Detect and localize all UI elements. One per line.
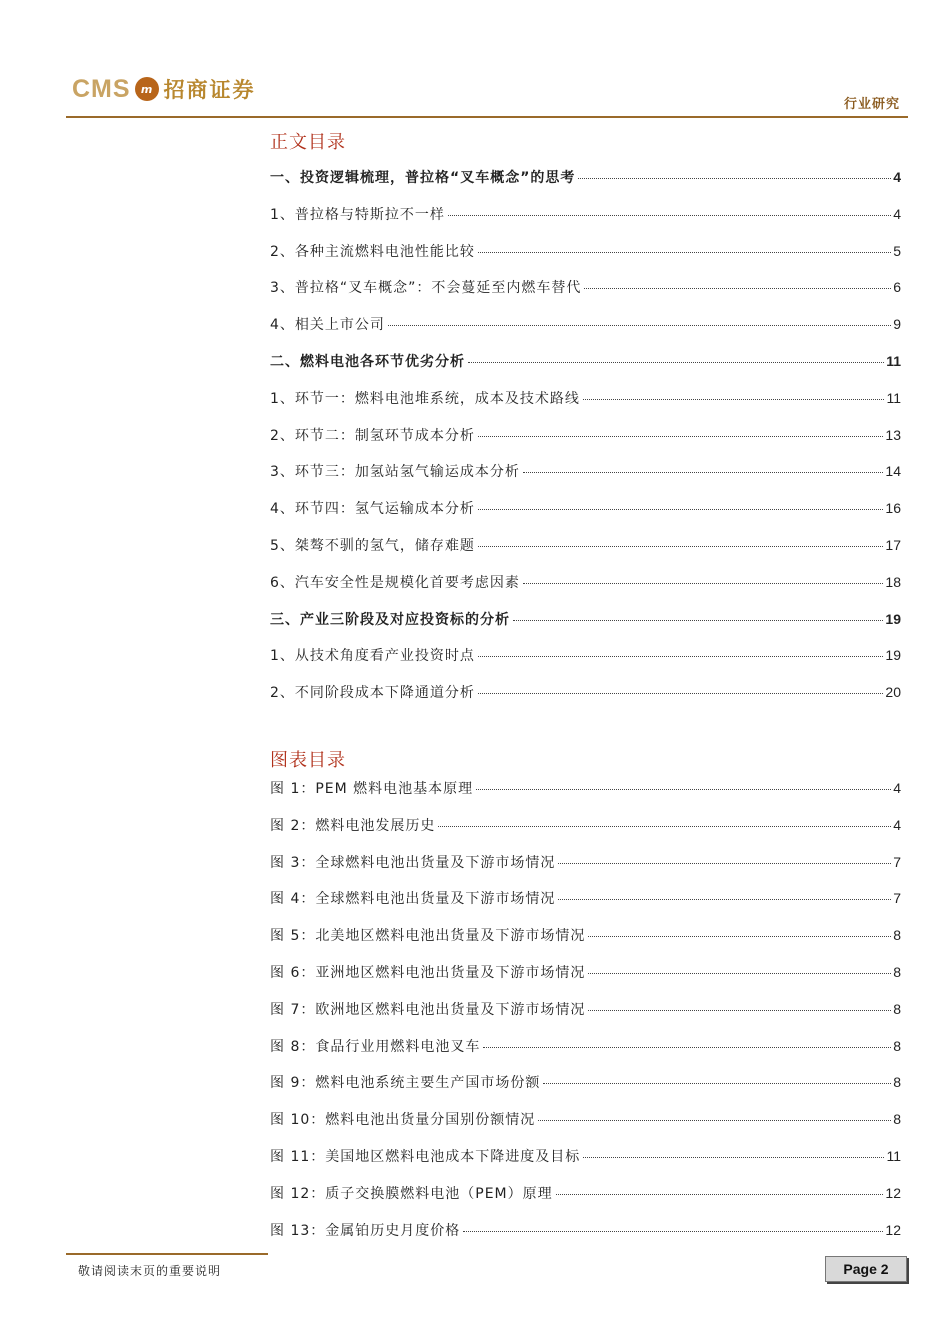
dot-leader xyxy=(556,1194,884,1195)
figure-entry-text: 图 1：PEM 燃料电池基本原理 xyxy=(270,781,474,797)
figure-entry-text: 图 8：食品行业用燃料电池叉车 xyxy=(270,1038,481,1055)
figure-entry-page: 8 xyxy=(893,1111,901,1128)
figure-entry-page: 4 xyxy=(893,816,901,833)
toc-entry-page: 19 xyxy=(885,647,901,664)
toc-entry-page: 6 xyxy=(893,279,901,296)
toc-entry-page: 4 xyxy=(893,169,901,185)
dot-leader xyxy=(558,899,891,900)
disclaimer-note: 敬请阅读末页的重要说明 xyxy=(78,1264,222,1278)
toc-entry-text: 3、普拉格“叉车概念”：不会蔓延至内燃车替代 xyxy=(270,280,582,297)
toc-entry-text: 1、环节一：燃料电池堆系统，成本及技术路线 xyxy=(270,390,580,407)
figure-entry-page: 7 xyxy=(893,853,901,870)
figure-entry-text: 图 6：亚洲地区燃料电池出货量及下游市场情况 xyxy=(270,964,586,981)
toc-entry-text: 3、环节三：加氢站氢气输运成本分析 xyxy=(270,464,520,481)
toc-entry[interactable] xyxy=(270,535,901,572)
dot-leader xyxy=(463,1231,883,1232)
footer-divider xyxy=(66,1253,268,1255)
figure-entry-page: 11 xyxy=(886,1147,901,1164)
toc-entry-page: 20 xyxy=(885,684,901,701)
logo-latin: CMS xyxy=(72,74,131,103)
contents-list xyxy=(270,167,901,719)
contents-title: 正文目录 xyxy=(270,132,346,153)
dot-leader xyxy=(448,215,891,216)
toc-entry-page: 16 xyxy=(885,500,901,517)
dot-leader xyxy=(583,399,885,400)
toc-entry[interactable] xyxy=(270,425,901,462)
toc-entry-page: 11 xyxy=(886,389,901,406)
dot-leader xyxy=(578,178,891,179)
figure-entry[interactable] xyxy=(270,1072,901,1109)
figure-entry-text: 图 7：欧洲地区燃料电池出货量及下游市场情况 xyxy=(270,1001,586,1018)
dot-leader xyxy=(588,936,891,937)
toc-entry-page: 13 xyxy=(885,426,901,443)
toc-entry-text: 三、产业三阶段及对应投资标的分析 xyxy=(270,611,510,628)
toc-entry-text: 2、各种主流燃料电池性能比较 xyxy=(270,243,475,260)
dot-leader xyxy=(584,288,891,289)
figure-entry-page: 8 xyxy=(893,1074,901,1091)
toc-entry-text: 4、相关上市公司 xyxy=(270,317,385,334)
toc-entry-page: 14 xyxy=(885,463,901,480)
toc-entry-text: 2、环节二：制氢环节成本分析 xyxy=(270,427,475,444)
figure-entry-text: 图 12：质子交换膜燃料电池（PEM）原理 xyxy=(270,1185,553,1202)
toc-entry-page: 9 xyxy=(893,316,901,333)
dot-leader xyxy=(478,546,884,547)
dot-leader xyxy=(523,472,884,473)
toc-entry[interactable] xyxy=(270,277,901,314)
dot-leader xyxy=(543,1083,891,1084)
logo-emblem-icon: m xyxy=(135,77,159,101)
toc-entry-text: 一、投资逻辑梳理，普拉格“叉车概念”的思考 xyxy=(270,170,576,186)
toc-entry[interactable] xyxy=(270,461,901,498)
dot-leader xyxy=(388,325,891,326)
toc-entry[interactable] xyxy=(270,314,901,351)
dot-leader xyxy=(523,583,884,584)
figure-entry-page: 4 xyxy=(893,780,901,796)
dot-leader xyxy=(538,1120,891,1121)
toc-entry-page: 17 xyxy=(885,536,901,553)
dot-leader xyxy=(438,826,891,827)
dot-leader xyxy=(468,362,884,363)
dot-leader xyxy=(476,789,891,790)
figure-entry[interactable] xyxy=(270,1146,901,1183)
figure-entry-page: 8 xyxy=(893,1000,901,1017)
dot-leader xyxy=(478,693,884,694)
toc-entry-text: 1、从技术角度看产业投资时点 xyxy=(270,648,475,665)
figure-entry-text: 图 5：北美地区燃料电池出货量及下游市场情况 xyxy=(270,928,586,945)
figure-entry[interactable] xyxy=(270,815,901,852)
figure-entry[interactable] xyxy=(270,778,901,815)
figures-list xyxy=(270,778,901,1256)
figure-entry[interactable] xyxy=(270,999,901,1036)
dot-leader xyxy=(478,656,884,657)
dot-leader xyxy=(588,973,891,974)
toc-entry[interactable] xyxy=(270,645,901,682)
toc-entry[interactable] xyxy=(270,682,901,719)
figure-entry-text: 图 9：燃料电池系统主要生产国市场份额 xyxy=(270,1075,541,1092)
dot-leader xyxy=(513,620,883,621)
dot-leader xyxy=(588,1010,891,1011)
toc-entry-page: 18 xyxy=(885,573,901,590)
figure-entry-page: 12 xyxy=(885,1184,901,1201)
dot-leader xyxy=(483,1047,891,1048)
toc-entry[interactable] xyxy=(270,498,901,535)
toc-entry-text: 4、环节四：氢气运输成本分析 xyxy=(270,501,475,518)
dot-leader xyxy=(558,863,891,864)
figure-entry[interactable] xyxy=(270,1183,901,1220)
figure-entry-page: 8 xyxy=(893,963,901,980)
figure-entry-page: 8 xyxy=(893,1037,901,1054)
figure-entry[interactable] xyxy=(270,962,901,999)
toc-entry-text: 二、燃料电池各环节优劣分析 xyxy=(270,353,465,370)
company-logo xyxy=(72,74,256,104)
figure-entry-page: 8 xyxy=(893,927,901,944)
toc-entry[interactable] xyxy=(270,351,901,388)
logo-chinese: 招商证券 xyxy=(163,77,256,102)
toc-entry-page: 19 xyxy=(885,610,901,627)
figure-entry-text: 图 10：燃料电池出货量分国别份额情况 xyxy=(270,1112,536,1129)
figure-entry[interactable] xyxy=(270,1220,901,1257)
toc-entry-text: 2、不同阶段成本下降通道分析 xyxy=(270,685,475,702)
report-category: 行业研究 xyxy=(843,97,900,112)
figure-entry[interactable] xyxy=(270,888,901,925)
toc-entry[interactable] xyxy=(270,609,901,646)
toc-entry-page: 11 xyxy=(886,352,901,369)
toc-entry-text: 1、普拉格与特斯拉不一样 xyxy=(270,206,445,223)
figure-entry-text: 图 4：全球燃料电池出货量及下游市场情况 xyxy=(270,891,556,908)
figure-entry-page: 7 xyxy=(893,890,901,907)
figure-entry-page: 12 xyxy=(885,1221,901,1238)
toc-entry-text: 5、桀骜不驯的氢气，储存难题 xyxy=(270,537,475,554)
dot-leader xyxy=(583,1157,884,1158)
dot-leader xyxy=(478,436,884,437)
figure-entry[interactable] xyxy=(270,852,901,889)
figure-entry[interactable] xyxy=(270,925,901,962)
figure-entry[interactable] xyxy=(270,1109,901,1146)
figure-entry-text: 图 3：全球燃料电池出货量及下游市场情况 xyxy=(270,854,556,871)
header-divider xyxy=(66,116,908,118)
toc-entry[interactable] xyxy=(270,572,901,609)
page-number-badge: Page 2 xyxy=(825,1256,907,1282)
toc-entry-text: 6、汽车安全性是规模化首要考虑因素 xyxy=(270,574,520,591)
dot-leader xyxy=(478,509,884,510)
dot-leader xyxy=(478,252,891,253)
figures-title: 图表目录 xyxy=(270,750,346,771)
toc-entry[interactable] xyxy=(270,241,901,278)
toc-entry[interactable] xyxy=(270,388,901,425)
figure-entry-text: 图 13：金属铂历史月度价格 xyxy=(270,1222,461,1239)
figure-entry[interactable] xyxy=(270,1036,901,1073)
figure-entry-text: 图 11：美国地区燃料电池成本下降进度及目标 xyxy=(270,1148,581,1165)
toc-entry[interactable] xyxy=(270,204,901,241)
toc-entry-page: 5 xyxy=(893,242,901,259)
figure-entry-text: 图 2：燃料电池发展历史 xyxy=(270,817,436,834)
toc-entry[interactable] xyxy=(270,167,901,204)
toc-entry-page: 4 xyxy=(893,205,901,222)
